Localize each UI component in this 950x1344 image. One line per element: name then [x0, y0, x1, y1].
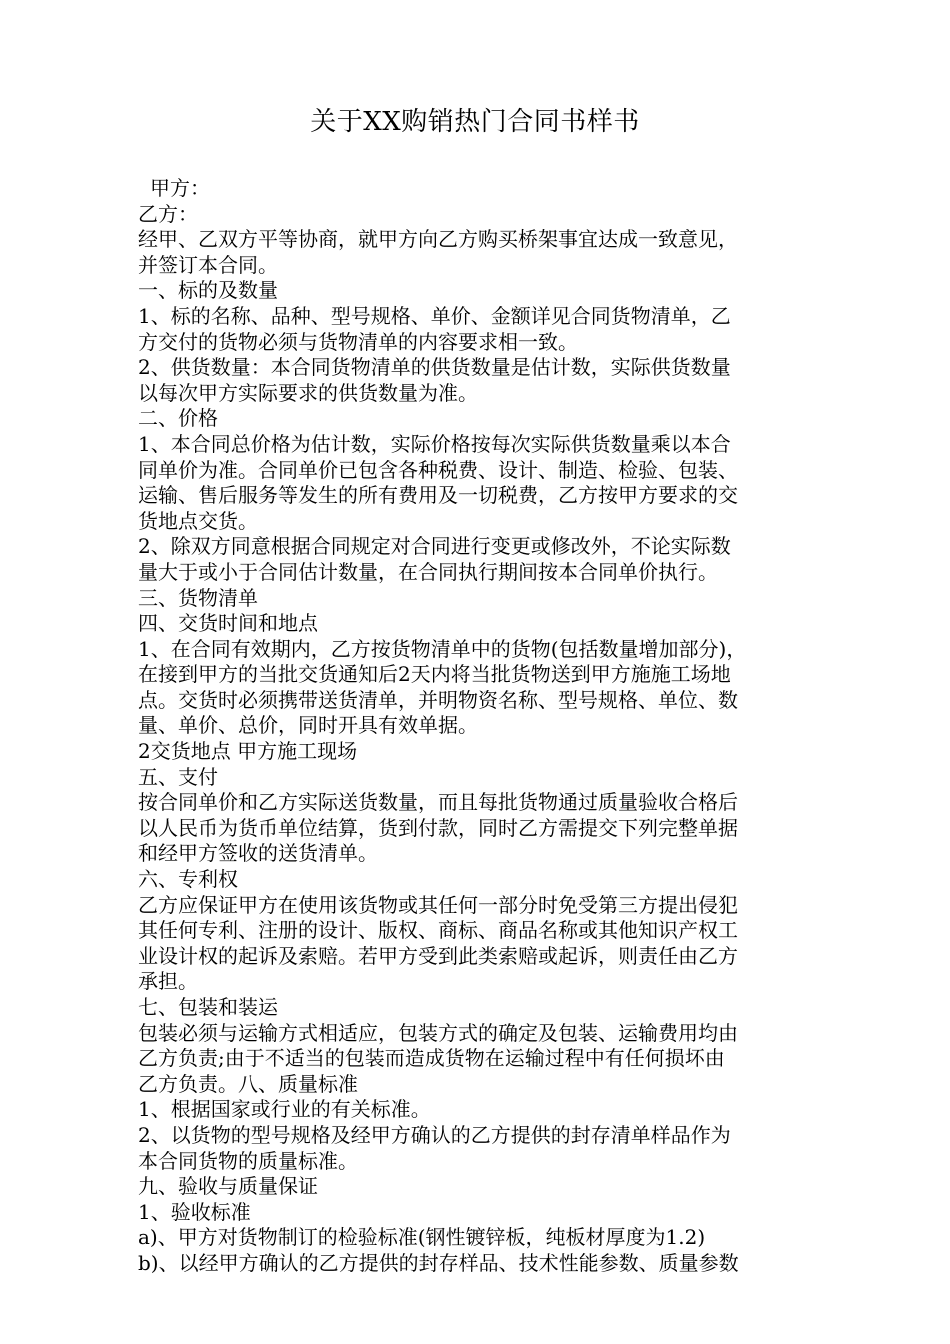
- paragraph-line: 乙方负责。八、质量标准: [138, 1071, 358, 1096]
- section-heading: 五、支付: [138, 764, 218, 789]
- paragraph-line: 乙方应保证甲方在使用该货物或其任何一部分时免受第三方提出侵犯: [138, 892, 738, 917]
- section-heading: 三、货物清单: [138, 585, 258, 610]
- paragraph-line: 1、验收标准: [138, 1199, 251, 1224]
- party-b-line: 乙方：: [138, 201, 198, 226]
- document-body: [138, 176, 828, 1277]
- paragraph-line: a)、甲方对货物制订的检验标准(钢性镀锌板，纯板材厚度为1.2): [138, 1225, 706, 1250]
- paragraph-line: 2、供货数量：本合同货物清单的供货数量是估计数，实际供货数量: [138, 355, 731, 380]
- paragraph-line: 1、在合同有效期内，乙方按货物清单中的货物(包括数量增加部分)，: [138, 636, 747, 661]
- party-a-line: 甲方：: [150, 176, 210, 200]
- section-heading: 六、专利权: [138, 867, 238, 892]
- paragraph-line: 量大于或小于合同估计数量，在合同执行期间按本合同单价执行。: [138, 559, 718, 584]
- document-title: 关于XX购销热门合同书样书: [310, 107, 640, 137]
- section-heading: 七、包装和装运: [138, 995, 278, 1019]
- paragraph-line: 2、除双方同意根据合同规定对合同进行变更或修改外，不论实际数: [138, 534, 731, 559]
- paragraph-line: 包装必须与运输方式相适应，包装方式的确定及包装、运输费用均由: [138, 1020, 738, 1045]
- section-heading: 四、交货时间和地点: [138, 611, 318, 636]
- paragraph-line: 经甲、乙双方平等协商，就甲方向乙方购买桥架事宜达成一致意见，: [138, 227, 738, 252]
- paragraph-line: 量、单价、总价，同时开具有效单据。: [138, 713, 478, 738]
- section-heading: 一、标的及数量: [138, 278, 278, 303]
- paragraph-line: 1、根据国家或行业的有关标准。: [138, 1097, 431, 1122]
- paragraph-line: 1、标的名称、品种、型号规格、单价、金额详见合同货物清单，乙: [138, 303, 731, 328]
- paragraph-line: 业设计权的起诉及索赔。若甲方受到此类索赔或起诉，则责任由乙方: [138, 943, 738, 968]
- paragraph-line: 按合同单价和乙方实际送货数量，而且每批货物通过质量验收合格后: [138, 790, 738, 815]
- paragraph-line: 和经甲方签收的送货清单。: [138, 841, 378, 866]
- paragraph-line: 本合同货物的质量标准。: [138, 1148, 358, 1173]
- section-heading: 九、验收与质量保证: [138, 1174, 318, 1199]
- paragraph-line: 乙方负责;由于不适当的包装而造成货物在运输过程中有任何损坏由: [138, 1046, 725, 1071]
- paragraph-line: 并签订本合同。: [138, 252, 278, 277]
- paragraph-line: 以人民币为货币单位结算，货到付款，同时乙方需提交下列完整单据: [138, 815, 738, 840]
- paragraph-line: 货地点交货。: [138, 508, 258, 533]
- paragraph-line: 运输、售后服务等发生的所有费用及一切税费，乙方按甲方要求的交: [138, 483, 738, 508]
- paragraph-line: 以每次甲方实际要求的供货数量为准。: [138, 380, 478, 405]
- paragraph-line: 同单价为准。合同单价已包含各种税费、设计、制造、检验、包装、: [138, 457, 738, 482]
- paragraph-line: 2、以货物的型号规格及经甲方确认的乙方提供的封存清单样品作为: [138, 1122, 731, 1147]
- paragraph-line: 方交付的货物必须与货物清单的内容要求相一致。: [138, 329, 578, 354]
- section-heading: 二、价格: [138, 406, 218, 431]
- paragraph-line: b)、以经甲方确认的乙方提供的封存样品、技术性能参数、质量参数: [138, 1250, 739, 1275]
- paragraph-line: 承担。: [138, 969, 198, 994]
- paragraph-line: 2交货地点 甲方施工现场: [138, 739, 358, 764]
- paragraph-line: 1、本合同总价格为估计数，实际价格按每次实际供货数量乘以本合: [138, 431, 731, 456]
- paragraph-line: 点。交货时必须携带送货清单，并明物资名称、型号规格、单位、数: [138, 687, 738, 712]
- paragraph-line: 其任何专利、注册的设计、版权、商标、商品名称或其他知识产权工: [138, 918, 738, 943]
- paragraph-line: 在接到甲方的当批交货通知后2天内将当批货物送到甲方施施工场地: [138, 662, 731, 687]
